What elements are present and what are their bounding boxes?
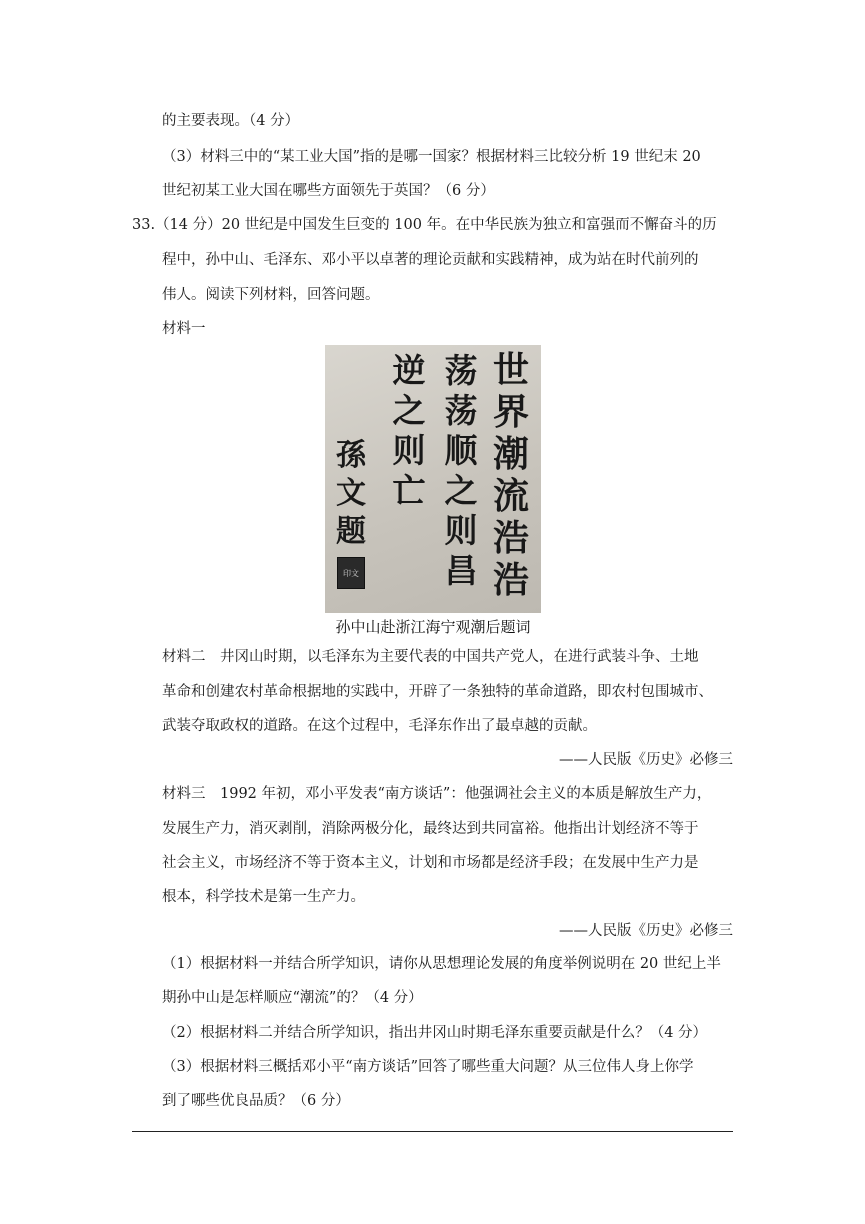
sub-question-1-cont: 期孙中山是怎样顺应“潮流”的？（4 分） xyxy=(162,990,423,1006)
text-line: 的主要表现。（4 分） xyxy=(162,113,300,129)
material-2-text-cont: 革命和创建农村革命根据地的实践中，开辟了一条独特的革命道路，即农村包围城市、 xyxy=(162,684,713,700)
question-3-text: （3）材料三中的“某工业大国”指的是哪一国家？根据材料三比较分析 19 世纪末 20 xyxy=(162,149,701,165)
calligraphy-column-2 xyxy=(439,351,483,591)
material-1-label: 材料一 xyxy=(162,321,206,337)
calligraphy-character: 文 xyxy=(336,476,366,511)
calligraphy-character: 昌 xyxy=(444,551,478,590)
material-3-source: ——人民版《历史》必修三 xyxy=(559,923,733,939)
calligraphy-column-1 xyxy=(489,349,533,601)
question-33-stem: 33.（14 分）20 世纪是中国发生巨变的 100 年。在中华民族为独立和富强而不懈奋斗的历 xyxy=(132,217,717,233)
sub-question-2: （2）根据材料二并结合所学知识，指出井冈山时期毛泽东重要贡献是什么？（4 分） xyxy=(162,1025,708,1041)
calligraphy-character: 世 xyxy=(492,349,529,391)
calligraphy-character: 浩 xyxy=(492,517,529,559)
calligraphy-character: 孫 xyxy=(336,438,366,473)
calligraphy-character: 荡 xyxy=(444,351,478,390)
calligraphy-photo xyxy=(325,345,541,613)
photo-caption: 孙中山赴浙江海宁观潮后题词 xyxy=(335,618,531,636)
footer-divider xyxy=(132,1131,733,1132)
question-3-text-cont: 世纪初某工业大国在哪些方面领先于英国？（6 分） xyxy=(162,183,495,199)
calligraphy-character: 之 xyxy=(392,391,426,430)
calligraphy-character: 则 xyxy=(392,431,426,470)
material-3-text-cont: 根本，科学技术是第一生产力。 xyxy=(162,889,365,905)
question-33-stem-cont: 伟人。阅读下列材料，回答问题。 xyxy=(162,287,380,303)
calligraphy-character: 题 xyxy=(336,514,366,549)
calligraphy-character: 界 xyxy=(492,391,529,433)
calligraphy-character: 之 xyxy=(444,471,478,510)
seal-stamp: 印文 xyxy=(337,557,365,589)
material-2-text-cont: 武装夺取政权的道路。在这个过程中，毛泽东作出了最卓越的贡献。 xyxy=(162,718,597,734)
sub-question-3-cont: 到了哪些优良品质？（6 分） xyxy=(162,1093,350,1109)
calligraphy-signature xyxy=(329,437,373,551)
calligraphy-character: 亡 xyxy=(392,471,426,510)
calligraphy-character: 流 xyxy=(492,475,529,517)
sub-question-3: （3）根据材料三概括邓小平“南方谈话”回答了哪些重大问题？从三位伟人身上你学 xyxy=(162,1059,694,1075)
material-3-text-cont: 发展生产力，消灭剥削，消除两极分化，最终达到共同富裕。他指出计划经济不等于 xyxy=(162,821,699,837)
calligraphy-character: 逆 xyxy=(392,351,426,390)
calligraphy-character: 潮 xyxy=(492,433,529,475)
calligraphy-character: 荡 xyxy=(444,391,478,430)
material-2-text: 材料二 井冈山时期，以毛泽东为主要代表的中国共产党人，在进行武装斗争、土地 xyxy=(162,649,699,665)
calligraphy-column-3 xyxy=(387,351,431,511)
material-3-text-cont: 社会主义，市场经济不等于资本主义，计划和市场都是经济手段；在发展中生产力是 xyxy=(162,855,699,871)
material-3-text: 材料三 1992 年初，邓小平发表“南方谈话”：他强调社会主义的本质是解放生产力， xyxy=(162,786,712,802)
calligraphy-character: 浩 xyxy=(492,559,529,601)
calligraphy-character: 则 xyxy=(444,511,478,550)
sub-question-1: （1）根据材料一并结合所学知识，请你从思想理论发展的角度举例说明在 20 世纪上半 xyxy=(162,956,721,972)
material-2-source: ——人民版《历史》必修三 xyxy=(559,752,733,768)
question-33-stem-cont: 程中，孙中山、毛泽东、邓小平以卓著的理论贡献和实践精神，成为站在时代前列的 xyxy=(162,252,699,268)
calligraphy-character: 顺 xyxy=(444,431,478,470)
